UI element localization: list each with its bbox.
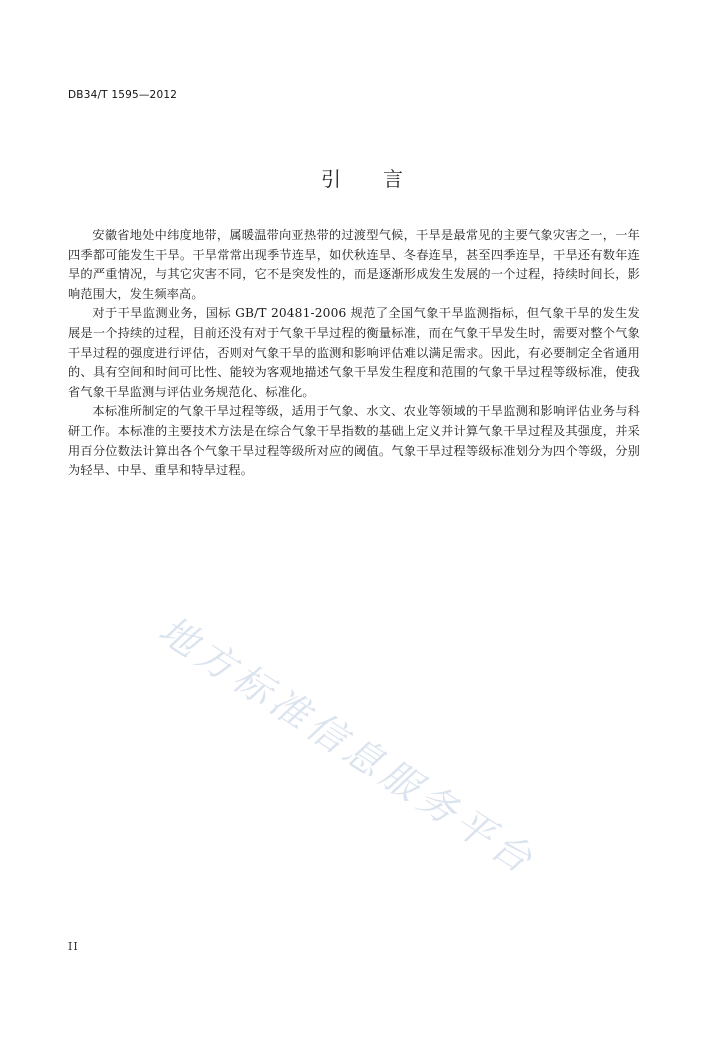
paragraph-standard-scope: 本标准所制定的气象干旱过程等级，适用于气象、水文、农业等领域的干旱监测和影响评估业务与科研工作。本标准的主要技术方法是在综合气象干旱指数的基础上定义并计算气象干旱过程及其强度，并采用百分位数法计算出各个气象干旱过程等级所对应的阈值。气象干旱过程等级标准划分为四个等级，分别为轻旱、中旱、重旱和特旱过程。	[68, 404, 640, 478]
paragraph-monitoring-need: 对于干旱监测业务，国标 GB/T 20481-2006 规范了全国气象干旱监测指标，但气象干旱的发生发展是一个持续的过程，目前还没有对于气象干旱过程的衡量标准，而在气象干旱发生时，需要对整个气象干旱过程的强度进行评估，否则对气象干旱的监测和影响评估难以满足需求。因此，有必要制定全省通用的、具有空间和时间可比性、能较为客观地描述气象干旱发生程度和范围的气象干旱过程等级标准，使我省气象干旱监测与评估业务规范化、标准化。	[68, 306, 640, 399]
title-char-1: 引	[321, 167, 341, 191]
introduction-body	[68, 226, 640, 481]
page-title	[0, 163, 724, 192]
watermark: 地方标准信息服务平台	[151, 607, 545, 885]
title-char-2: 言	[383, 167, 403, 191]
page-number: II	[68, 940, 79, 953]
paragraph-climate-background: 安徽省地处中纬度地带，属暖温带向亚热带的过渡型气候，干旱是最常见的主要气象灾害之一，一年四季都可能发生干旱。干旱常常出现季节连旱，如伏秋连旱、冬春连旱，甚至四季连旱，干旱还有数年连旱的严重情况，与其它灾害不同，它不是突发性的，而是逐渐形成发生发展的一个过程，持续时间长，影响范围大，发生频率高。	[68, 228, 640, 301]
document-code: DB34/T 1595—2012	[68, 89, 178, 101]
